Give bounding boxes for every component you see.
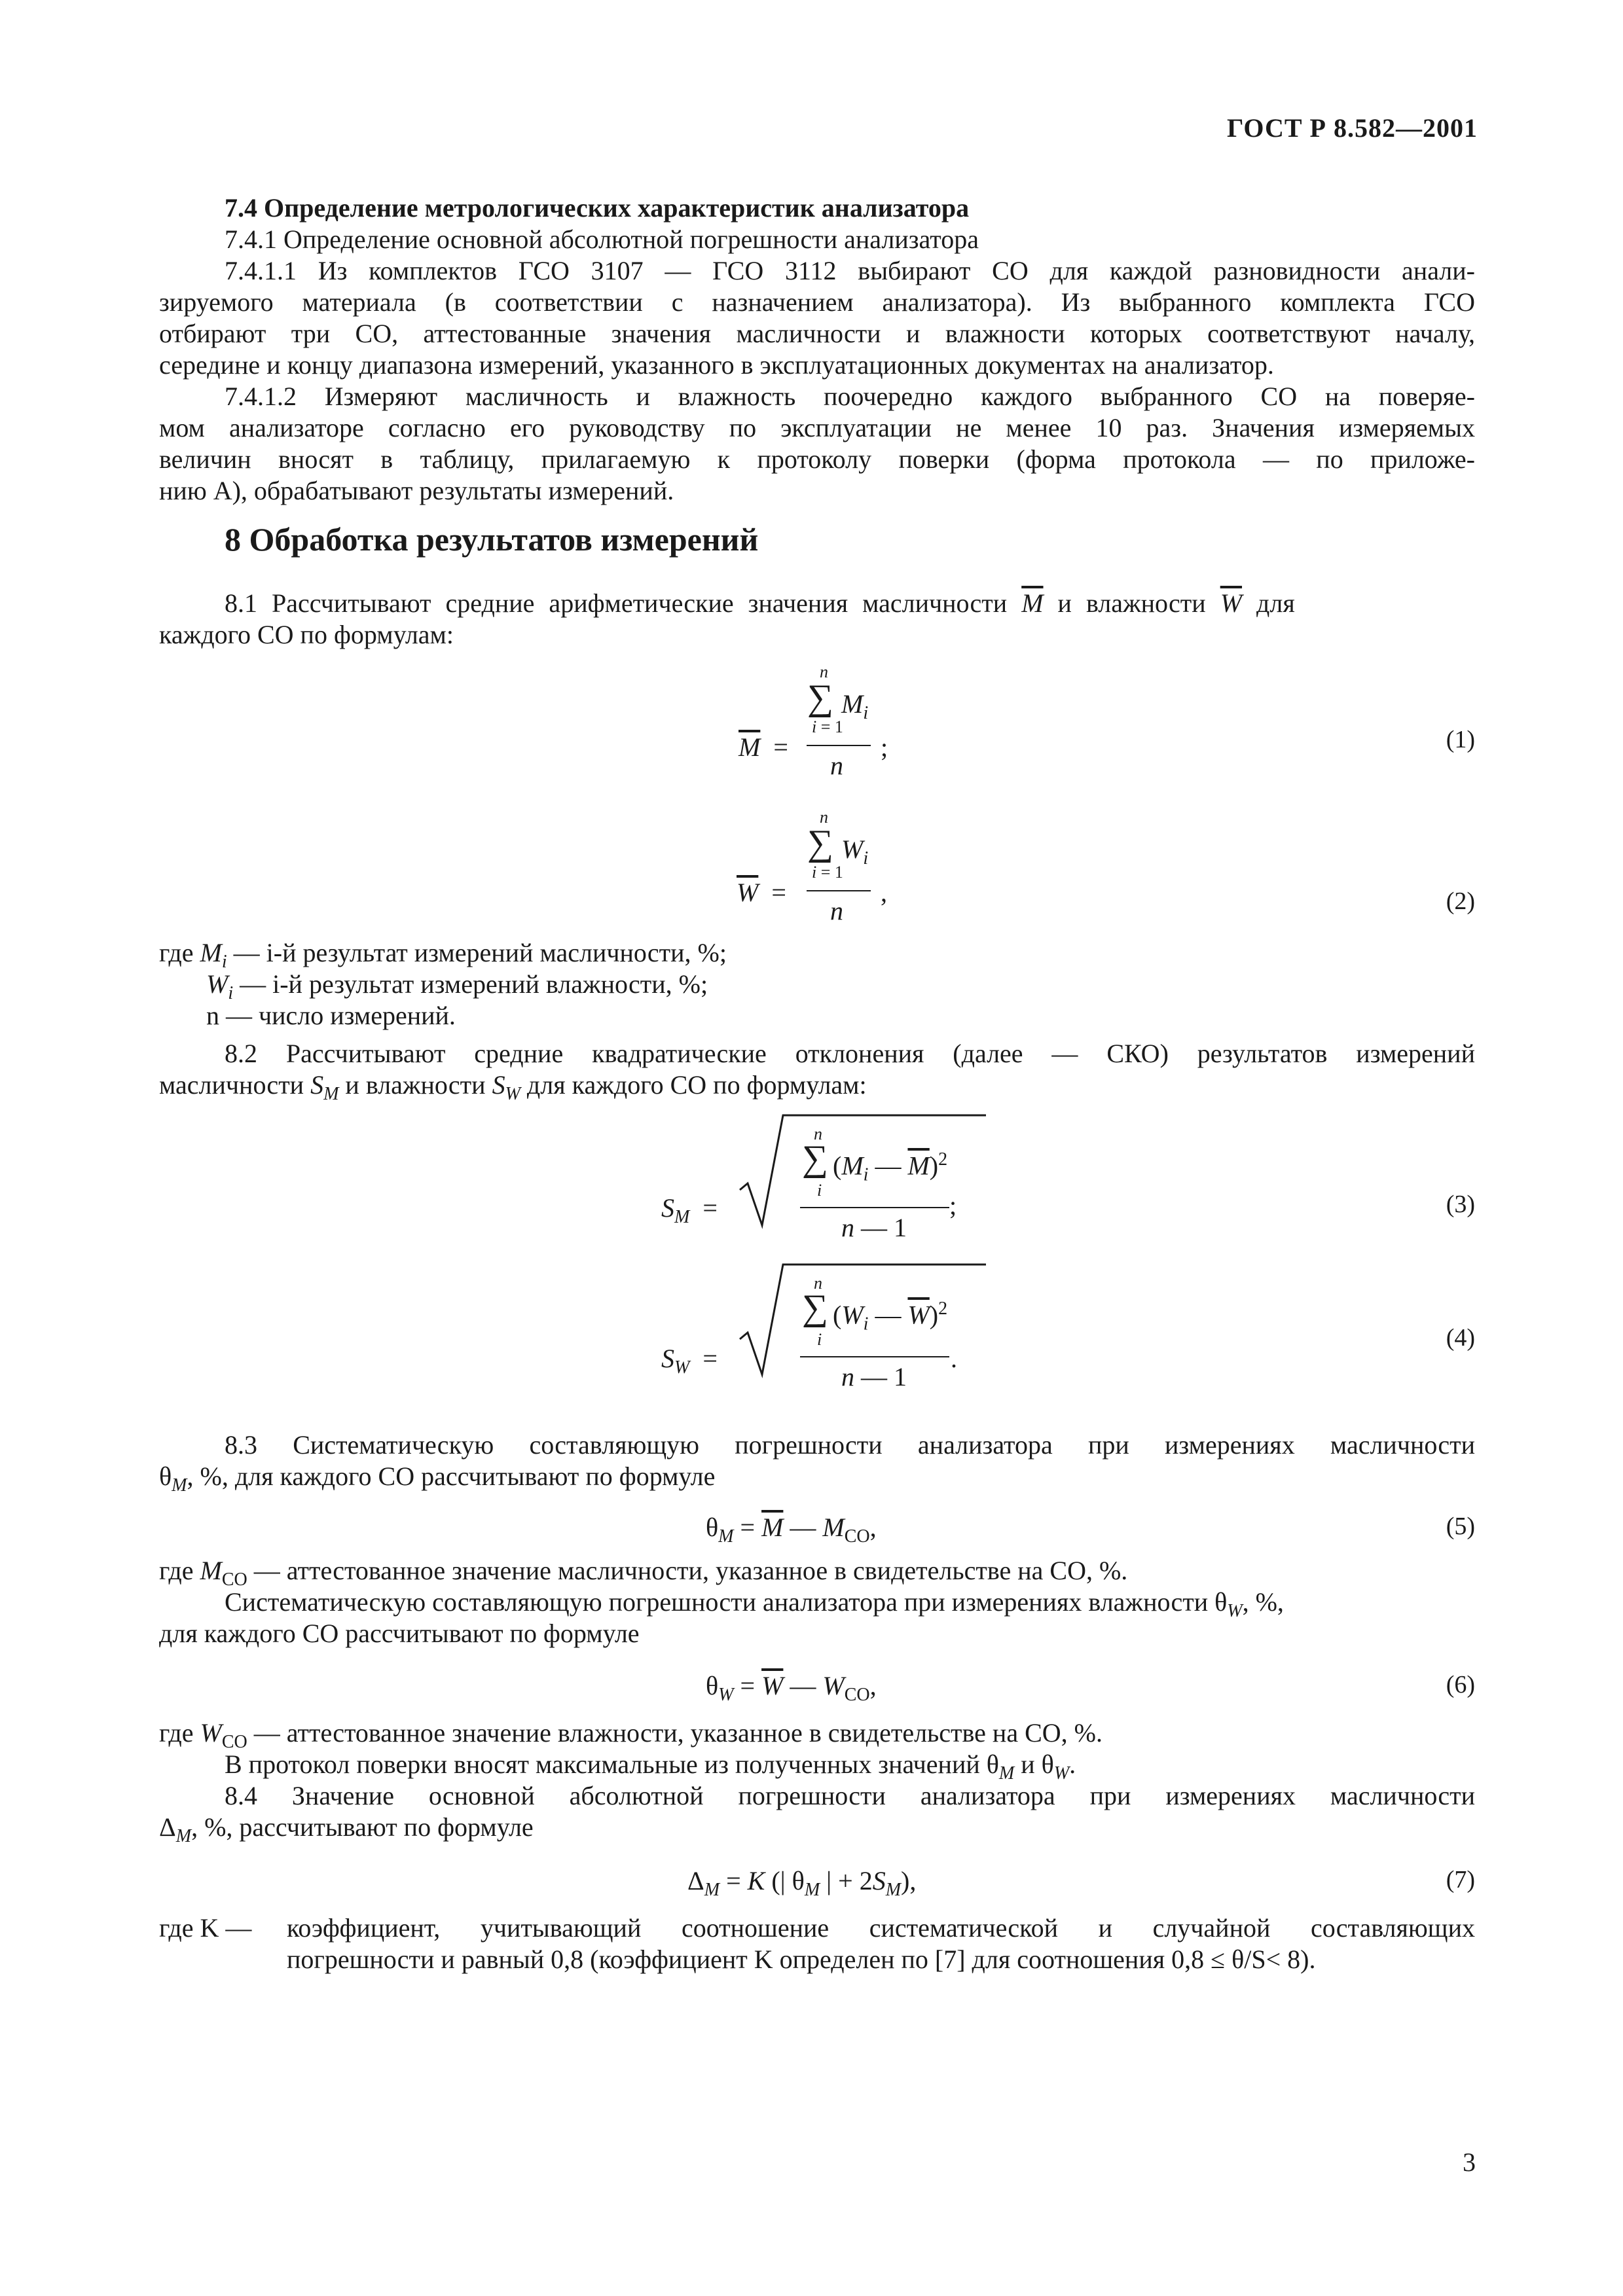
where-k-text: коэффициент, учитывающий соотношение систематической и случайной составляющих [287,1913,1475,1943]
where-k-text: погрешности и равный 0,8 (коэффициент K определен по [7] для соотношения 0,8 ≤ θ/S< 8). [287,1945,1316,1974]
para-7-4-1-1-line: середине и концу диапазона измерений, указанного в эксплуатационных документах на анализатор. [159,350,1274,380]
page-number: 3 [1463,2147,1476,2177]
para-7-4-1-2-line: величин вносят в таблицу, прилагаемую к протоколу поверки (форма протокола — по приложе- [159,444,1475,474]
equation-number: (2) [1446,888,1475,915]
para-7-4-1-2-line: мом анализаторе согласно его руководству по эксплуатации не менее 10 раз. Значения измеряемых [159,413,1475,442]
para-7-4-1-1-line: 7.4.1.1 Из комплектов ГСО 3107 — ГСО 3112 выбирают СО для каждой разновидности анали- [225,256,1475,285]
para-8-2-line: 8.2 Рассчитывают средние квадратические отклонения (далее — СКО) результатов измерений [225,1039,1475,1068]
para-7-4-1-2-line: нию А), обрабатывают результаты измерений. [159,476,674,505]
para-8-1-line: каждого СО по формулам: [159,620,454,649]
where-mco: где $M_{CO}$ — аттестованное значение масличности, указанное в свидетельстве на СО, %. [159,1556,1128,1590]
para-8-3-protocol: В протокол поверки вносят максимальные из полученных значений $\theta_M$ и $\theta_W$. [225,1749,1076,1784]
para-8-3-line: $\theta_M$, %, для каждого СО рассчитывают по формуле [159,1462,716,1496]
equation-number: (1) [1446,726,1475,753]
para-7-4-1-1-line: отбирают три СО, аттестованные значения масличности и влажности которых соответствуют началу, [159,319,1475,348]
legend-Wi: $W_i$ — i-й результат измерений влажности, %; [206,969,708,1003]
para-8-3-w-line: Систематическую составляющую погрешности анализатора при измерениях влажности $\theta_W$, %, [225,1587,1284,1621]
para-7-4-1-2-line: 7.4.1.2 Измеряют масличность и влажность поочередно каждого выбранного СО на поверяе- [225,382,1475,411]
where-wco: где $W_{CO}$ — аттестованное значение влажности, указанное в свидетельстве на СО, %. [159,1718,1103,1752]
equation-number: (4) [1446,1324,1475,1352]
legend-n: n — число измерений. [206,1001,456,1030]
para-8-3-line: 8.3 Систематическую составляющую погрешности анализатора при измерениях масличности [225,1430,1475,1460]
equation-number: (3) [1446,1191,1475,1218]
section-7-4-1-title: 7.4.1 Определение основной абсолютной погрешности анализатора [225,224,979,254]
where-k-label: где K — [159,1913,252,1943]
equation-number: (6) [1446,1671,1475,1698]
para-7-4-1-1-line: зируемого материала (в соответствии с назначением анализатора). Из выбранного комплекта ГСО [159,287,1475,317]
section-7-4-title: 7.4 Определение метрологических характеристик анализатора [225,193,970,223]
para-8-4-line: 8.4 Значение основной абсолютной погрешности анализатора при измерениях масличности [225,1781,1475,1810]
legend-Mi: где $M_i$ — i-й результат измерений масличности, %; [159,938,727,972]
page-header: ГОСТ Р 8.582—2001 [1226,113,1478,143]
formula-6: $\theta_W = \overline{W}$ — $W_{CO}$, [706,1671,877,1705]
equation-number: (7) [1446,1866,1475,1893]
para-8-1-line: 8.1 Рассчитывают средние арифметические значения масличности $\overline{M}$ и влажности $\overline{W}$ для [225,588,1295,618]
formula-7: $\Delta_M = K$ (| $\theta_M$ | + $2S_M$), [687,1866,917,1900]
equation-number: (5) [1446,1513,1475,1540]
para-8-3-w-line: для каждого СО рассчитывают по формуле [159,1619,640,1648]
para-8-4-line: $\Delta_M$, %, рассчитывают по формуле [159,1812,534,1846]
para-8-2-line: масличности $S_M$ и влажности $S_W$ для каждого СО по формулам: [159,1070,867,1104]
formula-5: $\theta_M = \overline{M}$ — $M_{CO}$, [706,1513,877,1547]
section-8-title: 8 Обработка результатов измерений [225,521,759,558]
document-page: ГОСТ Р 8.582—2001 7.4 Определение метрологических характеристик анализатора 7.4.1 Определение основной абсолютной погрешности анализатора 7.4.1.1 Из комплектов ГСО 3107 — ГСО 3112 выбирают СО для каждой разновидности анали- зируемого материала (в соответствии с назначением анализатора). Из выбранного комплекта ГСО отбирают три СО, аттестованные значения масличности и влажности которых соответствуют началу, середине и концу диапазона измерений, указанного в эксплуатационных документах на анализатор. 7.4.1.2 Измеряют масличность и влажность поочередно каждого выбранного СО на поверяе- мом анализаторе согласно его руководству по эксплуатации не менее 10 раз. Значения измеряемых величин вносят в таблицу, прилагаемую к протоколу поверки (форма протокола — по приложе- нию А), обрабатывают результаты измерений. 8 Обработка результатов измерений 8.1 Рассчитывают средние арифметические значения масличности $\overline{M}$ и влажности $\overline{W}$ для каждого СО по формулам: $\overline{M}$ = n ∑ $M_i$ i = 1 n ; (1) $\overline{W}$ = n ∑ $W_i$ i = 1 n , (2) где $M_i$ — i-й результат измерений масличности, %; $W_i$ — i-й результат измерений влажности, %; n — число измерений. 8.2 Рассчитывают средние квадратические отклонения (далее — СКО) результатов измерений масличности $S_M$ и влажности $S_W$ для каждого СО по формулам: $S_M$ = n ∑ ($M_i$ — $\overline{M})^2$ i n — 1 ; (3) $S_W$ = n ∑ ($W_i$ — $\overline{W})^2$ i n — 1 . (4) 8.3 Систематическую составляющую погрешности анализатора при измерениях масличности $\theta_M$, %, для каждого СО рассчитывают по формуле $\theta_M = \overline{M}$ — $M_{CO}$, (5) где $M_{CO}$ — аттестованное значение масличности, указанное в свидетельстве на СО, %. Систематическую составляющую погрешности анализатора при измерениях влажности $\theta_W$, %, для каждого СО рассчитывают по формуле $\theta_W = \overline{W}$ — $W_{CO}$, (6) где $W_{CO}$ — аттестованное значение влажности, указанное в свидетельстве на СО, %. В протокол поверки вносят максимальные из полученных значений $\theta_M$ и $\theta_W$. 8.4 Значение основной абсолютной погрешности анализатора при измерениях масличности $\Delta_M$, %, рассчитывают по формуле $\Delta_M = K$ (| $\theta_M$ | + $2S_M$), (7) где K — коэффициент, учитывающий соотношение систематической и случайной составляющих погрешности и равный 0,8 (коэффициент K определен по [7] для соотношения 0,8 ≤ θ/S< 8). 3 [0,0,1623,2296]
